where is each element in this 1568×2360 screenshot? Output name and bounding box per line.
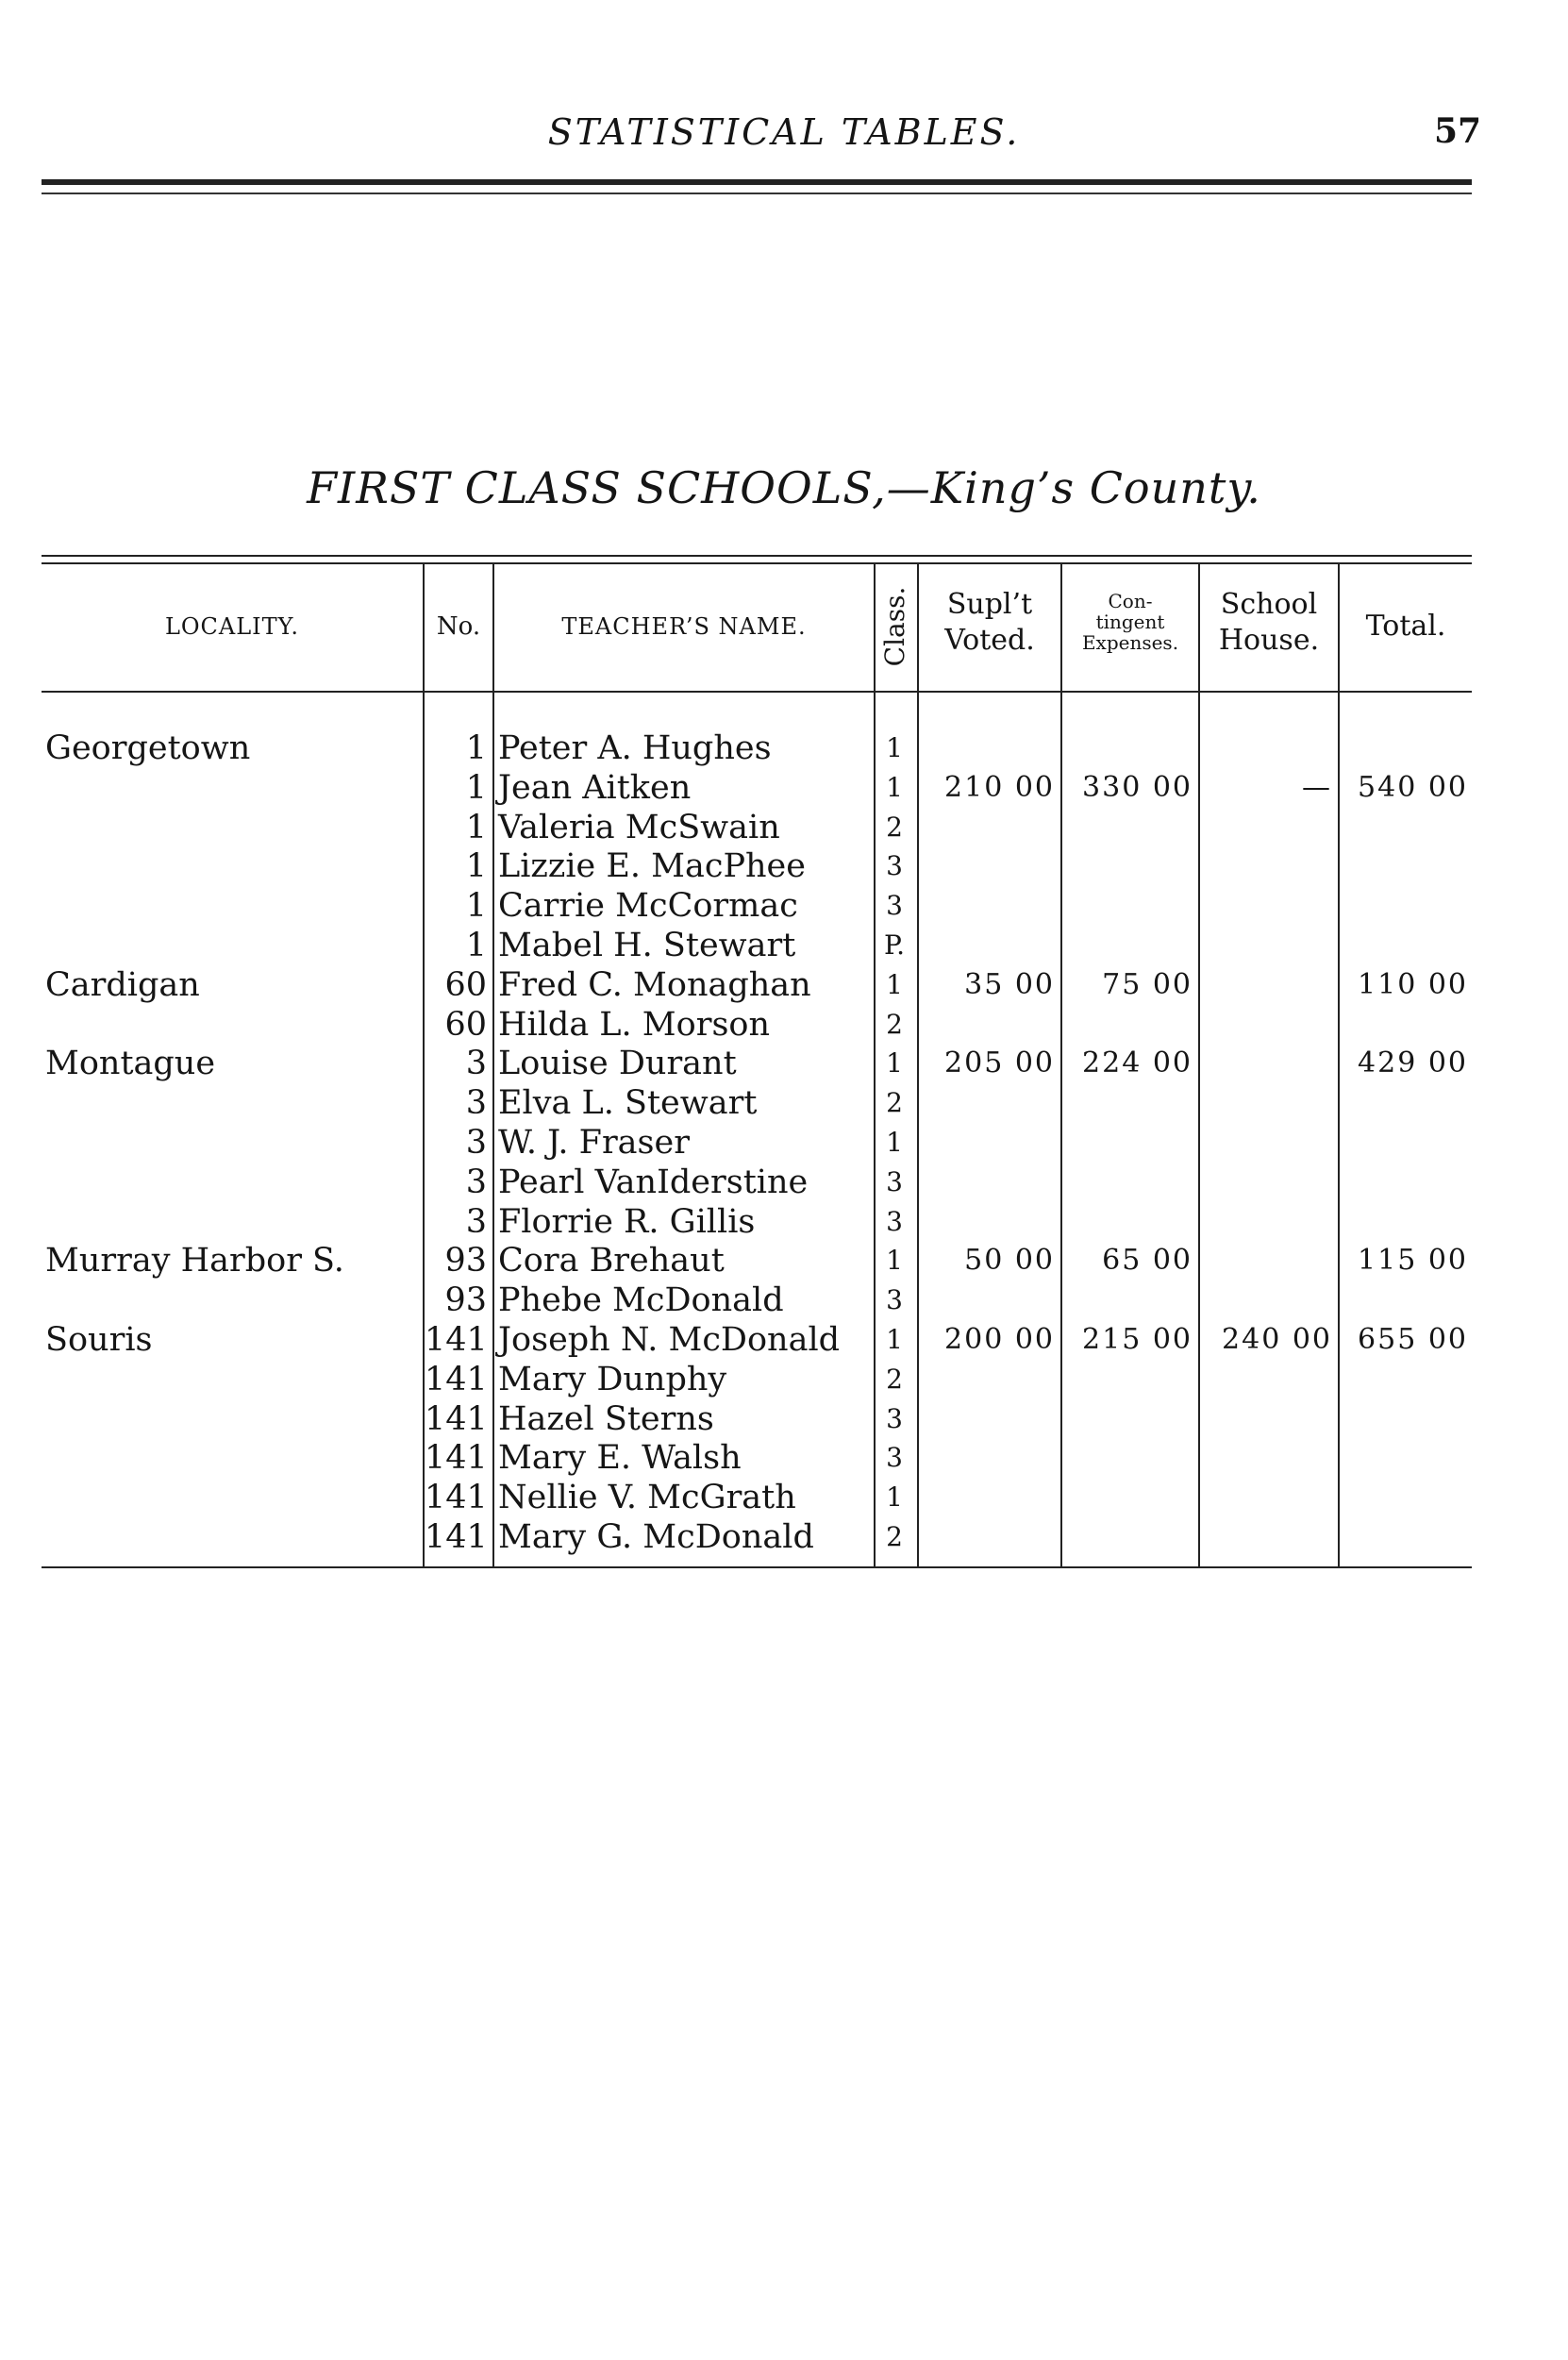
page-number: 57 — [1434, 111, 1482, 151]
cell-suppl: 50 00 — [964, 1244, 1055, 1278]
cell-teacher: Hazel Sterns — [498, 1399, 714, 1438]
cell-no: 1 — [465, 887, 487, 926]
cell-locality: Cardigan — [45, 965, 200, 1004]
cell-no: 1 — [465, 927, 487, 964]
cell-teacher: Mabel H. Stewart — [498, 927, 796, 964]
cell-class: 1 — [886, 1245, 903, 1277]
cell-no: 3 — [465, 1202, 487, 1241]
cell-school: — — [1302, 770, 1332, 804]
col-header-suppl-line2: Voted. — [944, 624, 1035, 657]
col-header-school-house — [1200, 587, 1338, 659]
cell-no: 93 — [444, 1242, 487, 1280]
cell-class: 1 — [886, 1481, 903, 1514]
cell-cont: 224 00 — [1082, 1046, 1193, 1080]
col-header-contingent-line2: tingent — [1095, 611, 1165, 633]
cell-cont: 75 00 — [1102, 967, 1193, 1001]
cell-no: 3 — [465, 1084, 487, 1123]
cell-no: 60 — [444, 965, 487, 1004]
col-header-school-line2: House. — [1218, 624, 1320, 657]
cell-no: 141 — [425, 1399, 488, 1438]
cell-suppl: 205 00 — [944, 1046, 1055, 1080]
cell-total: 110 00 — [1358, 967, 1468, 1001]
cell-no: 60 — [444, 1005, 487, 1044]
cell-teacher: Joseph N. McDonald — [498, 1321, 841, 1359]
cell-teacher: Valeria McSwain — [498, 808, 780, 846]
cell-no: 1 — [465, 808, 487, 846]
col-header-school-line1: School — [1220, 588, 1318, 621]
col-header-total: Total. — [1365, 610, 1446, 643]
cell-no: 141 — [425, 1479, 488, 1517]
cell-no: 3 — [465, 1163, 487, 1201]
cell-no: 141 — [425, 1360, 488, 1398]
cell-class: P. — [883, 929, 906, 961]
col-header-suppl — [919, 587, 1060, 659]
cell-teacher: Louise Durant — [498, 1045, 737, 1083]
cell-suppl: 35 00 — [964, 967, 1055, 1001]
cell-teacher: Florrie R. Gillis — [498, 1202, 756, 1241]
col-header-suppl-line1: Supl’t — [946, 588, 1033, 621]
cell-no: 1 — [465, 729, 487, 767]
cell-teacher: Pearl VanIderstine — [498, 1163, 809, 1201]
cell-cont: 330 00 — [1082, 770, 1193, 804]
cell-class: 1 — [886, 1047, 903, 1080]
cell-class: 2 — [886, 1521, 903, 1552]
cell-total: 429 00 — [1358, 1046, 1468, 1080]
cell-locality: Montague — [45, 1045, 216, 1083]
cell-total: 655 00 — [1358, 1323, 1468, 1356]
col-header-teacher: TEACHER’S NAME. — [561, 613, 807, 640]
cell-teacher: Carrie McCormac — [498, 887, 798, 926]
cell-locality: Murray Harbor S. — [45, 1242, 344, 1280]
cell-teacher: Mary Dunphy — [498, 1360, 727, 1398]
table-rule-header-bottom — [42, 691, 1472, 693]
cell-no: 1 — [465, 768, 487, 807]
cell-class: 1 — [886, 771, 903, 803]
cell-teacher: Hilda L. Morson — [498, 1005, 771, 1044]
cell-suppl: 210 00 — [944, 770, 1055, 804]
col-header-locality: LOCALITY. — [164, 613, 300, 640]
cell-teacher: Elva L. Stewart — [498, 1084, 758, 1123]
cell-class: 3 — [886, 1402, 903, 1434]
cell-teacher: Lizzie E. MacPhee — [498, 847, 806, 886]
cell-class: 3 — [886, 1205, 903, 1237]
cell-teacher: Fred C. Monaghan — [498, 965, 811, 1004]
table-rule-top — [42, 555, 1472, 557]
table-rule-bottom — [42, 1566, 1472, 1568]
cell-no: 141 — [425, 1439, 488, 1478]
cell-class: 3 — [886, 1442, 903, 1474]
top-rule-thin — [42, 192, 1472, 194]
col-header-no: No. — [436, 612, 481, 641]
col-header-class: Class. — [879, 586, 910, 667]
cell-class: 2 — [886, 811, 903, 843]
cell-school: 240 00 — [1222, 1323, 1332, 1356]
cell-class: 3 — [886, 1165, 903, 1197]
cell-class: 3 — [886, 850, 903, 882]
cell-class: 3 — [886, 890, 903, 922]
cell-teacher: Mary G. McDonald — [498, 1518, 814, 1556]
running-head: STATISTICAL TABLES. — [547, 111, 1021, 153]
cell-class: 1 — [886, 1324, 903, 1355]
top-rule-thick — [42, 179, 1472, 185]
cell-no: 93 — [444, 1281, 487, 1320]
col-header-contingent — [1062, 591, 1198, 653]
col-header-contingent-line3: Expenses. — [1081, 631, 1179, 654]
cell-class: 3 — [886, 1284, 903, 1316]
cell-teacher: Nellie V. McGrath — [498, 1479, 796, 1517]
col-rule — [492, 562, 494, 1566]
cell-no: 1 — [465, 847, 487, 886]
cell-no: 3 — [465, 1045, 487, 1083]
cell-teacher: Peter A. Hughes — [498, 729, 772, 767]
cell-locality: Souris — [45, 1321, 153, 1359]
section-title: FIRST CLASS SCHOOLS,—King’s County. — [307, 462, 1261, 513]
cell-cont: 215 00 — [1082, 1323, 1193, 1356]
table-rule-top-2 — [42, 562, 1472, 564]
col-header-contingent-line1: Con- — [1108, 590, 1153, 612]
cell-class: 1 — [886, 968, 903, 1000]
cell-class: 2 — [886, 1087, 903, 1119]
cell-teacher: Cora Brehaut — [498, 1242, 725, 1280]
cell-cont: 65 00 — [1102, 1244, 1193, 1278]
cell-teacher: W. J. Fraser — [498, 1124, 690, 1162]
cell-teacher: Phebe McDonald — [498, 1281, 784, 1320]
cell-no: 3 — [465, 1124, 487, 1162]
cell-class: 2 — [886, 1363, 903, 1395]
cell-locality: Georgetown — [45, 729, 251, 767]
cell-total: 540 00 — [1358, 770, 1468, 804]
cell-teacher: Mary E. Walsh — [498, 1439, 742, 1478]
cell-no: 141 — [425, 1321, 488, 1359]
cell-teacher: Jean Aitken — [498, 768, 692, 807]
cell-suppl: 200 00 — [944, 1323, 1055, 1356]
cell-no: 141 — [425, 1518, 488, 1556]
cell-class: 2 — [886, 1008, 903, 1040]
cell-class: 1 — [886, 732, 903, 763]
cell-class: 1 — [886, 1127, 903, 1158]
cell-total: 115 00 — [1358, 1244, 1468, 1278]
col-rule — [1198, 562, 1200, 1566]
